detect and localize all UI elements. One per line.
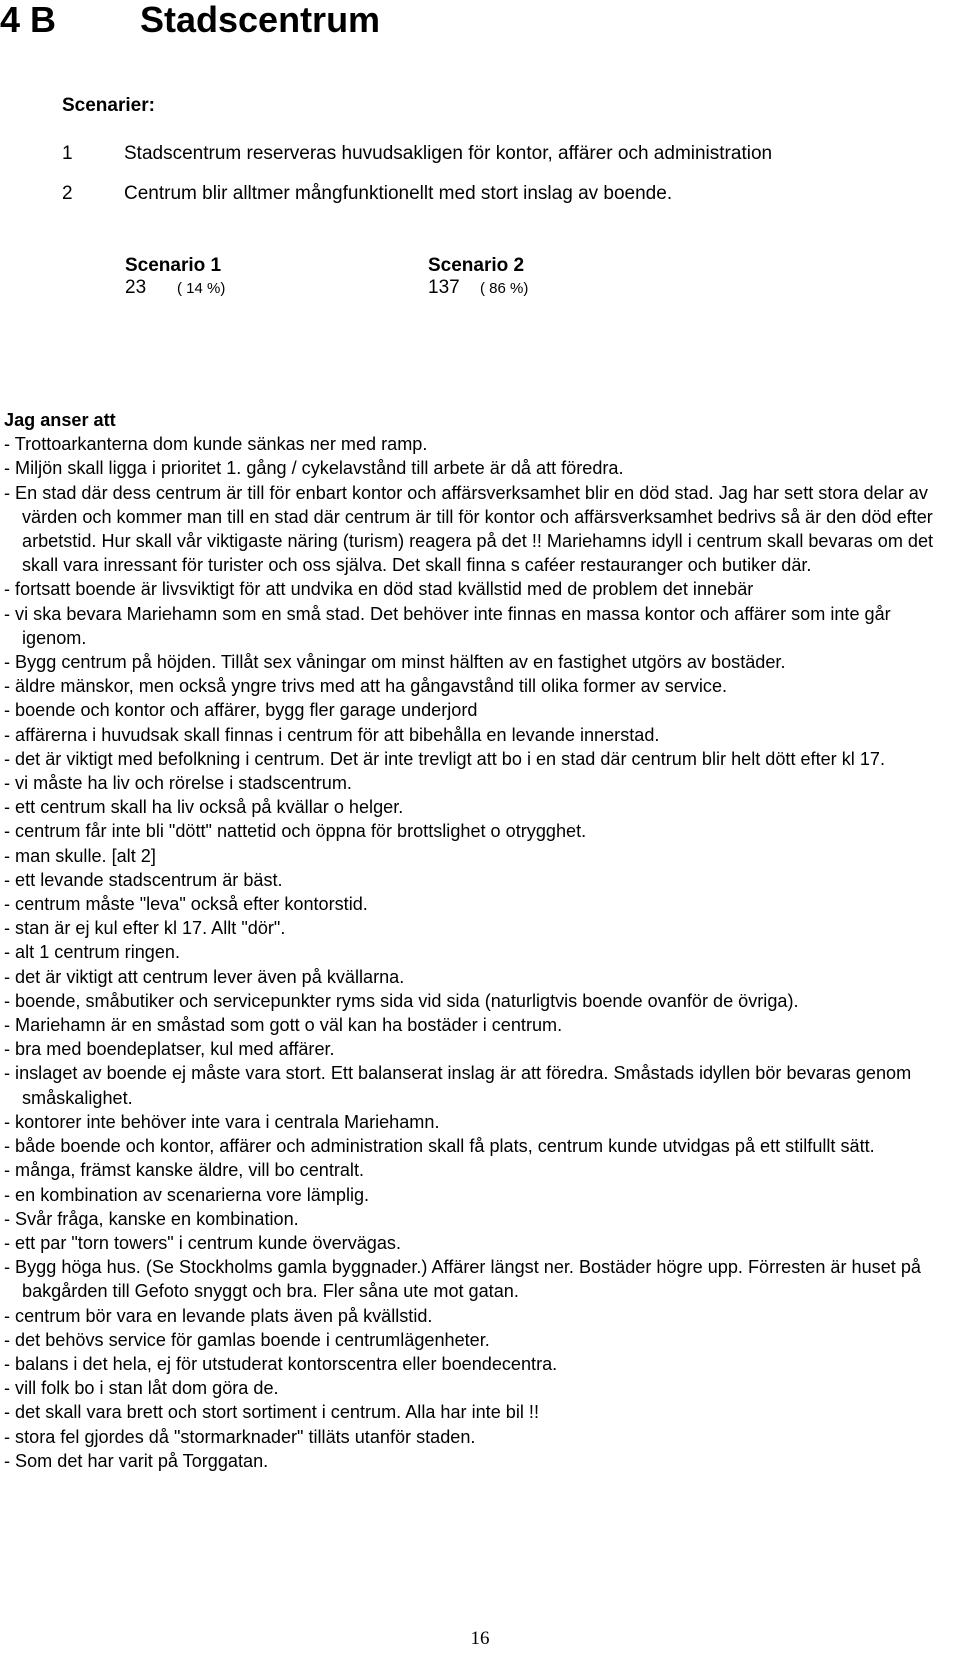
comments-heading: Jag anser att [4,410,116,430]
comment-item: - många, främst kanske äldre, vill bo centralt. [4,1160,365,1181]
comments-section [4,408,944,1473]
comment-item: - Som det har varit på Torggatan. [4,1450,269,1471]
vote-percent: ( 14 %) [177,280,226,297]
scenario-item [62,143,772,165]
comment-item: - fortsatt boende är livsviktigt för att undvika en död stad kvällstid med de problem det innebär [4,579,754,600]
comment-item: - ett levande stadscentrum är bäst. [4,869,283,890]
scenario-text: Stadscentrum reserveras huvudsakligen för kontor, affärer och administration [124,143,773,164]
vote-result-scenario-1 [125,255,225,299]
comment-item: - det skall vara brett och stort sortiment i centrum. Alla har inte bil !! [4,1402,539,1423]
comment-item: - det är viktigt att centrum lever även på kvällarna. [4,966,405,987]
comment-item: - centrum får inte bli "dött" nattetid och öppna för brottslighet o otrygghet. [4,821,587,842]
comment-item: - boende och kontor och affärer, bygg fler garage underjord [4,700,478,721]
comment-item: - alt 1 centrum ringen. [4,942,180,963]
comment-item: - man skulle. [alt 2] [4,845,156,866]
comment-item: - Bygg centrum på höjden. Tillåt sex våningar om minst hälften av en fastighet utgörs av bostäder. [4,652,786,673]
comment-item: - ett centrum skall ha liv också på kvällar o helger. [4,797,404,818]
comment-item: - Trottoarkanterna dom kunde sänkas ner med ramp. [4,434,428,455]
scenario-number: 1 [62,143,73,164]
comment-item: - ett par "torn towers" i centrum kunde övervägas. [4,1232,402,1253]
comments-list [4,432,944,1473]
comment-item: - det är viktigt med befolkning i centrum. Det är inte trevligt att bo i en stad där centrum blir helt dött efter kl 17. [4,748,885,769]
comment-item: - kontorer inte behöver inte vara i centrala Mariehamn. [4,1111,440,1132]
comment-item: - bra med boendeplatser, kul med affärer. [4,1039,335,1060]
comment-item: - en kombination av scenarierna vore lämplig. [4,1184,370,1205]
vote-result-scenario-2 [428,255,528,299]
vote-count: 137 [428,277,460,298]
comment-item: - Mariehamn är en småstad som gott o väl kan ha bostäder i centrum. [4,1015,563,1036]
comment-item: - Miljön skall ligga i prioritet 1. gång / cykelavstånd till arbete är då att föredra. [4,458,624,479]
comment-item: - stora fel gjordes då "stormarknader" tilläts utanför staden. [4,1426,476,1447]
comment-item: - affärerna i huvudsak skall finnas i centrum för att bibehålla en levande innerstad. [4,724,660,745]
comment-item: - balans i det hela, ej för utstuderat kontorscentra eller boendecentra. [4,1353,558,1374]
scenario-number: 2 [62,183,73,204]
scenarios-heading: Scenarier: [62,95,155,116]
comment-item: - både boende och kontor, affärer och administration skall få plats, centrum kunde utvidgas på ett stilfullt sätt. [4,1136,875,1157]
page-title [0,0,380,40]
comment-item: - centrum bör vara en levande plats även på kvällstid. [4,1305,433,1326]
scenario-text: Centrum blir alltmer mångfunktionellt med stort inslag av boende. [124,183,673,204]
comment-item: - Svår fråga, kanske en kombination. [4,1208,299,1229]
comment-item: - boende, småbutiker och servicepunkter ryms sida vid sida (naturligtvis boende ovanför de övriga). [4,990,799,1011]
comment-item: - vi ska bevara Mariehamn som en små stad. Det behöver inte finnas en massa kontor och affärer som inte går igenom. [4,603,891,648]
section-number: 4 B [0,0,57,40]
comment-item: - En stad där dess centrum är till för enbart kontor och affärsverksamhet blir en död stad. Jag har sett stora delar av värden och kommer man till en stad där centrum är till för kontor och affärsverksamhet bedrivs så är den död efter arbetstid. Hur skall vår viktigaste näring (turism) reagera på det !! Mariehamns idyll i centrum skall bevaras om det skall vara inressant för turister och oss själva. Det skall finna s caféer restauranger och butiker där. [4,482,934,576]
comment-item: - vi måste ha liv och rörelse i stadscentrum. [4,773,352,794]
section-title: Stadscentrum [140,0,381,40]
vote-label: Scenario 1 [125,255,222,276]
comment-item: - det behövs service för gamlas boende i centrumlägenheter. [4,1329,490,1350]
vote-percent: ( 86 %) [480,280,529,297]
scenario-item [62,183,672,205]
comment-item: - stan är ej kul efter kl 17. Allt "dör". [4,918,286,939]
vote-count: 23 [125,277,147,298]
comment-item: - centrum måste "leva" också efter kontorstid. [4,894,368,915]
comment-item: - vill folk bo i stan låt dom göra de. [4,1378,279,1399]
vote-label: Scenario 2 [428,255,525,276]
comment-item: - äldre mänskor, men också yngre trivs med att ha gångavstånd till olika former av service. [4,676,728,697]
page-number: 16 [470,1628,490,1649]
comment-item: - inslaget av boende ej måste vara stort. Ett balanserat inslag är att föredra. Småstads idyllen bör bevaras genom småskalighet. [4,1063,912,1108]
comment-item: - Bygg höga hus. (Se Stockholms gamla byggnader.) Affärer längst ner. Bostäder högre upp. Förresten är huset på bakgården till Gefoto snyggt och bra. Fler såna ute mot gatan. [4,1257,921,1302]
